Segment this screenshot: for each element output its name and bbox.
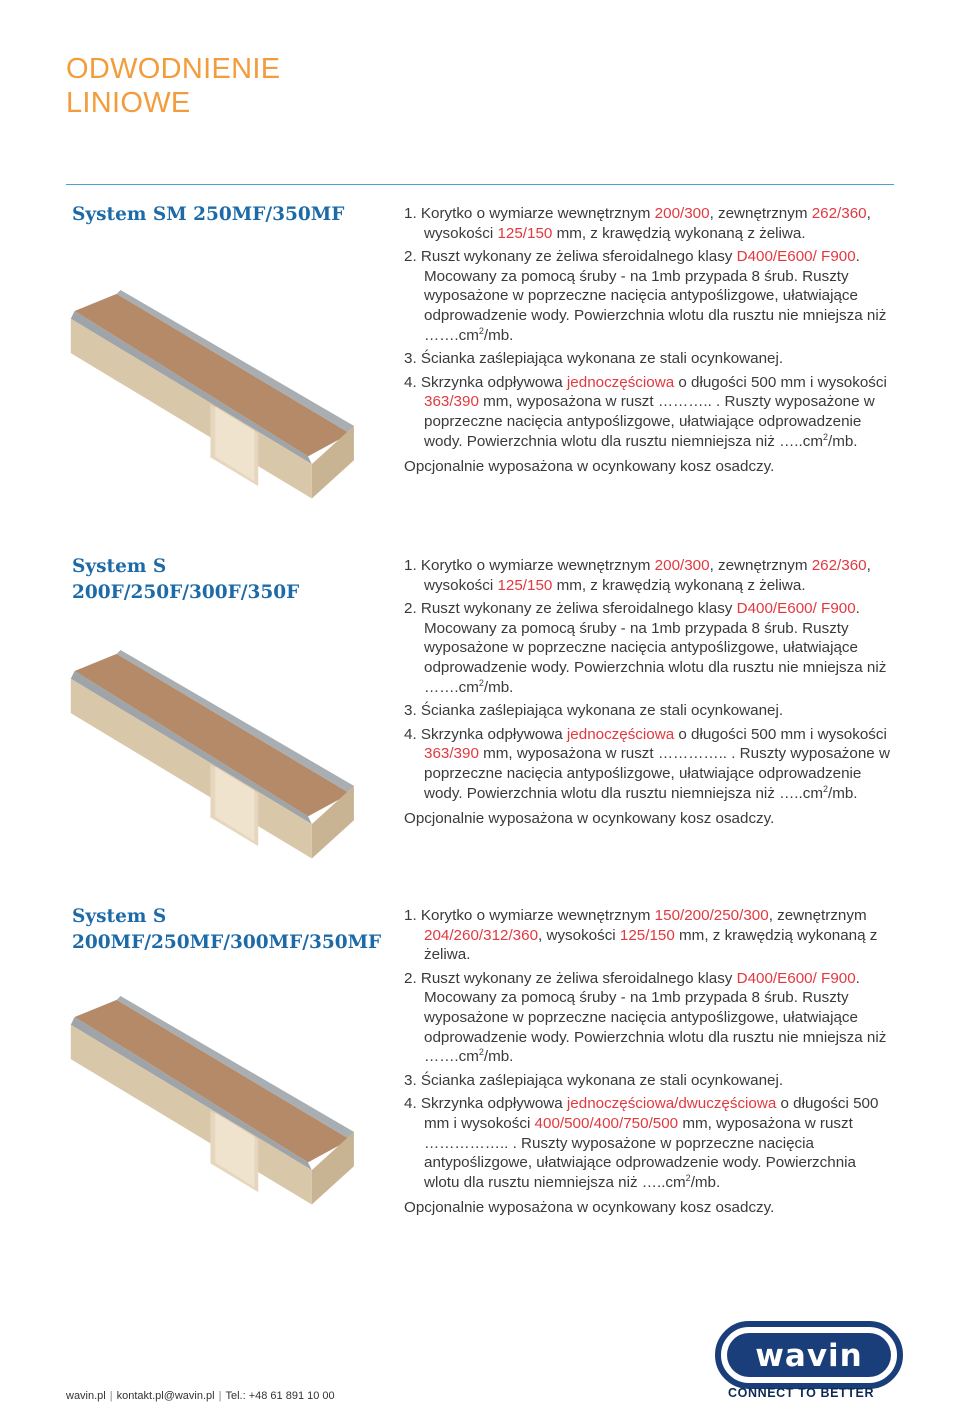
spec-highlight: 400/500/400/750/500 xyxy=(534,1114,679,1132)
spec-text: o długości 500 mm i wysokości xyxy=(674,725,887,743)
spec-highlight: 200/300 xyxy=(654,557,710,574)
spec-item-4 xyxy=(404,1094,894,1192)
page-title-line2: LINIOWE xyxy=(66,87,191,119)
spec-highlight: 125/150 xyxy=(619,926,675,944)
drainage-channel-image xyxy=(60,996,380,1216)
spec-highlight: D400/E600/ F900 xyxy=(736,248,856,266)
spec-text: 2. Ruszt wykonany ze żeliwa sferoidalnego klasy xyxy=(404,969,737,987)
spec-item-2 xyxy=(404,599,894,697)
spec-item-3 xyxy=(404,1071,894,1091)
spec-highlight: 150/200/250/300 xyxy=(654,907,769,924)
spec-text: /mb. xyxy=(827,784,858,802)
spec-highlight: jednoczęściowa xyxy=(566,725,675,743)
spec-text: 1. Korytko o wymiarze wewnętrznym xyxy=(404,205,655,222)
spec-text: , wysokości xyxy=(424,557,871,594)
spec-item-1 xyxy=(404,906,894,965)
spec-text: 4. Skrzynka odpływowa xyxy=(404,1095,567,1113)
unit-superscript: 2 xyxy=(685,1172,691,1183)
unit-superscript: 2 xyxy=(478,677,484,688)
product-description xyxy=(404,556,894,833)
spec-text: mm, z krawędzią wykonaną z żeliwa. xyxy=(552,576,806,594)
spec-highlight: jednoczęściowa xyxy=(566,373,675,391)
spec-highlight: 125/150 xyxy=(497,224,553,242)
page-title-line1: ODWODNIENIE xyxy=(66,53,281,85)
spec-text: /mb. xyxy=(827,432,858,450)
spec-text: 4. Skrzynka odpływowa xyxy=(404,725,567,743)
header-divider xyxy=(66,184,894,185)
spec-text: o długości 500 mm i wysokości xyxy=(424,1095,879,1132)
optional-note: Opcjonalnie wyposażona w ocynkowany kosz osadczy. xyxy=(404,458,775,476)
unit-superscript: 2 xyxy=(822,783,828,794)
spec-item-2 xyxy=(404,247,894,345)
product-title xyxy=(72,554,299,606)
unit-superscript: 2 xyxy=(822,431,828,442)
unit-superscript: 2 xyxy=(478,1047,484,1058)
logo-text: wavin xyxy=(755,1338,863,1374)
spec-highlight: 125/150 xyxy=(497,576,553,594)
spec-highlight: 262/360 xyxy=(811,557,867,574)
spec-highlight: D400/E600/ F900 xyxy=(736,600,856,618)
spec-item-3 xyxy=(404,701,894,721)
spec-text: . Mocowany za pomocą śruby - na 1mb przypada 8 śrub. Ruszty wyposażone w poprzeczne nacięcia antypoślizgowe, ułatwiające odprowadzenie wody. Powierzchnia wlotu dla rusztu nie mniejsza niż …….cm xyxy=(424,600,887,696)
footer-email-link[interactable]: kontakt.pl@wavin.pl xyxy=(116,1390,215,1402)
spec-text: , zewnętrznym xyxy=(709,557,812,574)
spec-text: , wysokości xyxy=(538,926,620,944)
optional-note: Opcjonalnie wyposażona w ocynkowany kosz osadczy. xyxy=(404,810,775,828)
product-title xyxy=(72,904,381,956)
spec-text: 1. Korytko o wymiarze wewnętrznym xyxy=(404,557,655,574)
spec-text: /mb. xyxy=(483,326,514,344)
page-title xyxy=(66,52,280,120)
spec-text: /mb. xyxy=(483,678,514,696)
footer-separator: | xyxy=(109,1390,113,1402)
spec-text: mm, wyposażona w ruszt ………….. . Ruszty wyposażone w poprzeczne nacięcia antypoślizgowe, ułatwiające odprowadzenie wody. Powierzchnia wlotu dla rusztu niemniejsza niż …..cm xyxy=(424,745,890,802)
product-title xyxy=(72,202,344,228)
spec-highlight: D400/E600/ F900 xyxy=(736,969,856,987)
product-description xyxy=(404,204,894,481)
product-title-line1: System SM 250MF/350MF xyxy=(72,204,345,225)
spec-text: 4. Skrzynka odpływowa xyxy=(404,373,567,391)
spec-highlight: jednoczęściowa/dwuczęściowa xyxy=(566,1095,777,1113)
spec-item-4 xyxy=(404,725,894,803)
spec-item-1 xyxy=(404,556,894,595)
spec-highlight: 204/260/312/360 xyxy=(424,926,539,944)
spec-highlight: 200/300 xyxy=(654,205,710,222)
spec-item-4 xyxy=(404,373,894,451)
spec-highlight: 363/390 xyxy=(424,393,479,411)
spec-item-1 xyxy=(404,204,894,243)
spec-text: , wysokości xyxy=(424,205,871,242)
spec-text: mm, z krawędzią wykonaną z żeliwa. xyxy=(424,926,878,964)
spec-item-3 xyxy=(404,349,894,369)
spec-highlight: 262/360 xyxy=(811,205,867,222)
spec-item-2 xyxy=(404,969,894,1067)
footer-phone: Tel.: +48 61 891 10 00 xyxy=(225,1390,335,1402)
spec-text: mm, wyposażona w ruszt …………….. . Ruszty wyposażone w poprzeczne nacięcia antypoślizgowe, ułatwiające odprowadzenie wody. Powierzchnia wlotu dla rusztu niemniejsza niż …..cm xyxy=(424,1114,856,1191)
product-title-line1: System S xyxy=(72,556,167,577)
spec-text: , zewnętrznym xyxy=(709,205,812,222)
footer-website-link[interactable]: wavin.pl xyxy=(66,1390,106,1402)
product-title-line2: 200F/250F/300F/350F xyxy=(72,582,300,603)
spec-text: 2. Ruszt wykonany ze żeliwa sferoidalnego klasy xyxy=(404,248,737,266)
brand-tagline: CONNECT TO BETTER xyxy=(728,1386,875,1400)
optional-note: Opcjonalnie wyposażona w ocynkowany kosz osadczy. xyxy=(404,1199,775,1217)
spec-text: mm, wyposażona w ruszt ……….. . Ruszty wyposażone w poprzeczne nacięcia antypoślizgowe, ułatwiające odprowadzenie wody. Powierzchnia wlotu dla rusztu niemniejsza niż …..cm xyxy=(424,393,875,450)
spec-text: . Mocowany za pomocą śruby - na 1mb przypada 8 śrub. Ruszty wyposażone w poprzeczne nacięcia antypoślizgowe, ułatwiające odprowadzenie wody. Powierzchnia wlotu dla rusztu nie mniejsza niż …….cm xyxy=(424,248,887,344)
drainage-channel-image xyxy=(60,290,380,510)
spec-text: /mb. xyxy=(483,1048,514,1066)
spec-text: 3. Ścianka zaślepiająca wykonana ze stali ocynkowanej. xyxy=(404,350,784,368)
spec-text: 3. Ścianka zaślepiająca wykonana ze stali ocynkowanej. xyxy=(404,702,784,720)
drainage-channel-image xyxy=(60,650,380,870)
spec-text: 3. Ścianka zaślepiająca wykonana ze stali ocynkowanej. xyxy=(404,1071,784,1089)
spec-text: 2. Ruszt wykonany ze żeliwa sferoidalnego klasy xyxy=(404,600,737,618)
product-description xyxy=(404,906,894,1222)
footer-contact xyxy=(66,1390,335,1402)
spec-text: /mb. xyxy=(690,1173,721,1191)
spec-text: o długości 500 mm i wysokości xyxy=(674,373,887,391)
product-title-line1: System S xyxy=(72,906,167,927)
spec-text: mm, z krawędzią wykonaną z żeliwa. xyxy=(552,224,806,242)
spec-highlight: 363/390 xyxy=(424,745,479,763)
spec-text: 1. Korytko o wymiarze wewnętrznym xyxy=(404,907,655,924)
spec-text: , zewnętrznym xyxy=(768,907,867,924)
spec-text: . Mocowany za pomocą śruby - na 1mb przypada 8 śrub. Ruszty wyposażone w poprzeczne nacięcia antypoślizgowe, ułatwiające odprowadzenie wody. Powierzchnia wlotu dla rusztu nie mniejsza niż …….cm xyxy=(424,969,887,1066)
footer-separator: | xyxy=(218,1390,222,1402)
unit-superscript: 2 xyxy=(478,325,484,336)
product-title-line2: 200MF/250MF/300MF/350MF xyxy=(72,932,382,953)
